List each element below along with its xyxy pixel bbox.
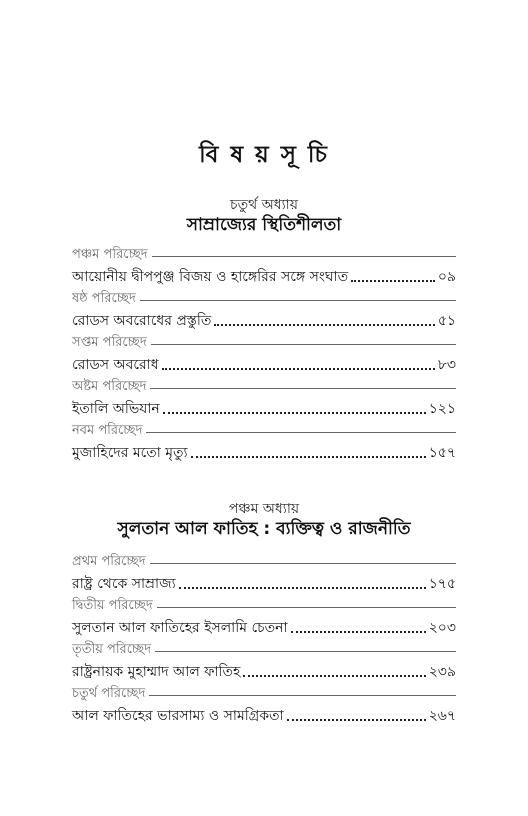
chapter-heading — [72, 551, 456, 573]
chapter-list — [72, 244, 456, 464]
toc-entry[interactable] — [72, 310, 456, 332]
chapter-label: পঞ্চম পরিচ্ছেদ — [72, 246, 148, 262]
chapter-label: অষ্টম পরিচ্ছেদ — [72, 378, 147, 394]
chapter-list — [72, 551, 456, 727]
toc-entry[interactable] — [72, 442, 456, 464]
divider — [151, 344, 456, 345]
dot-leader — [351, 280, 435, 282]
dot-leader — [179, 587, 426, 589]
entry-title: রাষ্ট্রনায়ক মুহাম্মাদ আল ফাতিহ — [72, 664, 241, 680]
toc-entry[interactable] — [72, 705, 456, 727]
chapter-label: তৃতীয় পরিচ্ছেদ — [72, 641, 152, 657]
entry-title: রোডস অবরোধের প্রস্তুতি — [72, 313, 212, 329]
toc-entry[interactable] — [72, 573, 456, 595]
toc-entry[interactable] — [72, 354, 456, 376]
page-number: ২৩৯ — [428, 664, 456, 680]
chapter-heading — [72, 639, 456, 661]
page-number: ৮৩ — [437, 357, 456, 373]
chapter-heading — [72, 244, 456, 266]
toc-entry[interactable] — [72, 661, 456, 683]
chapter-heading — [72, 376, 456, 398]
dot-leader — [214, 324, 434, 326]
entry-title: আল ফাতিহের ভারসাম্য ও সামগ্রিকতা — [72, 708, 284, 724]
part-label: পঞ্চম অধ্যায় — [228, 501, 300, 517]
chapter-label: প্রথম পরিচ্ছেদ — [72, 553, 146, 569]
chapter-heading — [72, 683, 456, 705]
entry-title: আয়োনীয় দ্বীপপুঞ্জ বিজয় ও হাঙ্গেরির সঙ্গে সংঘাত — [72, 269, 349, 285]
entry-title: মুজাহিদের মতো মৃত্যু — [72, 445, 188, 461]
chapter-heading — [72, 288, 456, 310]
chapter-heading — [72, 595, 456, 617]
dot-leader — [287, 719, 426, 721]
dot-leader — [243, 675, 425, 677]
divider — [150, 388, 456, 389]
divider — [157, 607, 456, 608]
chapter-label: ষষ্ঠ পরিচ্ছেদ — [72, 290, 136, 306]
divider — [146, 432, 456, 433]
divider — [155, 651, 456, 652]
chapter-heading — [72, 420, 456, 442]
entry-title: ইতালি অভিযান — [72, 401, 160, 417]
chapter-label: চতুর্থ পরিচ্ছেদ — [72, 685, 146, 701]
toc-entry[interactable] — [72, 398, 456, 420]
chapter-label: নবম পরিচ্ছেদ — [72, 422, 143, 438]
toc-entry[interactable] — [72, 617, 456, 639]
chapter-label: দ্বিতীয় পরিচ্ছেদ — [72, 597, 153, 613]
entry-title: রাষ্ট্র থেকে সাম্রাজ্য — [72, 576, 176, 592]
page-number: ০৯ — [437, 269, 456, 285]
part-title: সুলতান আল ফাতিহ : ব্যক্তিত্ব ও রাজনীতি — [117, 519, 411, 539]
part-title: সাম্রাজ্যের স্থিতিশীলতা — [186, 215, 342, 235]
divider — [149, 695, 456, 696]
page-number: ২০৩ — [428, 620, 456, 636]
part-label: চতুর্থ অধ্যায় — [230, 197, 298, 213]
dot-leader — [191, 456, 426, 458]
dot-leader — [163, 412, 426, 414]
dot-leader — [291, 631, 426, 633]
page-number: ১৫৭ — [428, 445, 456, 461]
divider — [140, 300, 456, 301]
divider — [152, 256, 456, 257]
dot-leader — [162, 368, 435, 370]
page-number: ১৭৫ — [428, 576, 456, 592]
page-number: ৫১ — [437, 313, 456, 329]
page-number: ২৬৭ — [428, 708, 456, 724]
chapter-heading — [72, 332, 456, 354]
entry-title: সুলতান আল ফাতিহের ইসলামি চেতনা — [72, 620, 288, 636]
toc-title: বি ষ য় সূ চি — [199, 142, 329, 168]
divider — [150, 563, 456, 564]
entry-title: রোডস অবরোধ — [72, 357, 159, 373]
page-number: ১২১ — [428, 401, 456, 417]
toc-entry[interactable] — [72, 266, 456, 288]
chapter-label: সপ্তম পরিচ্ছেদ — [72, 334, 147, 350]
